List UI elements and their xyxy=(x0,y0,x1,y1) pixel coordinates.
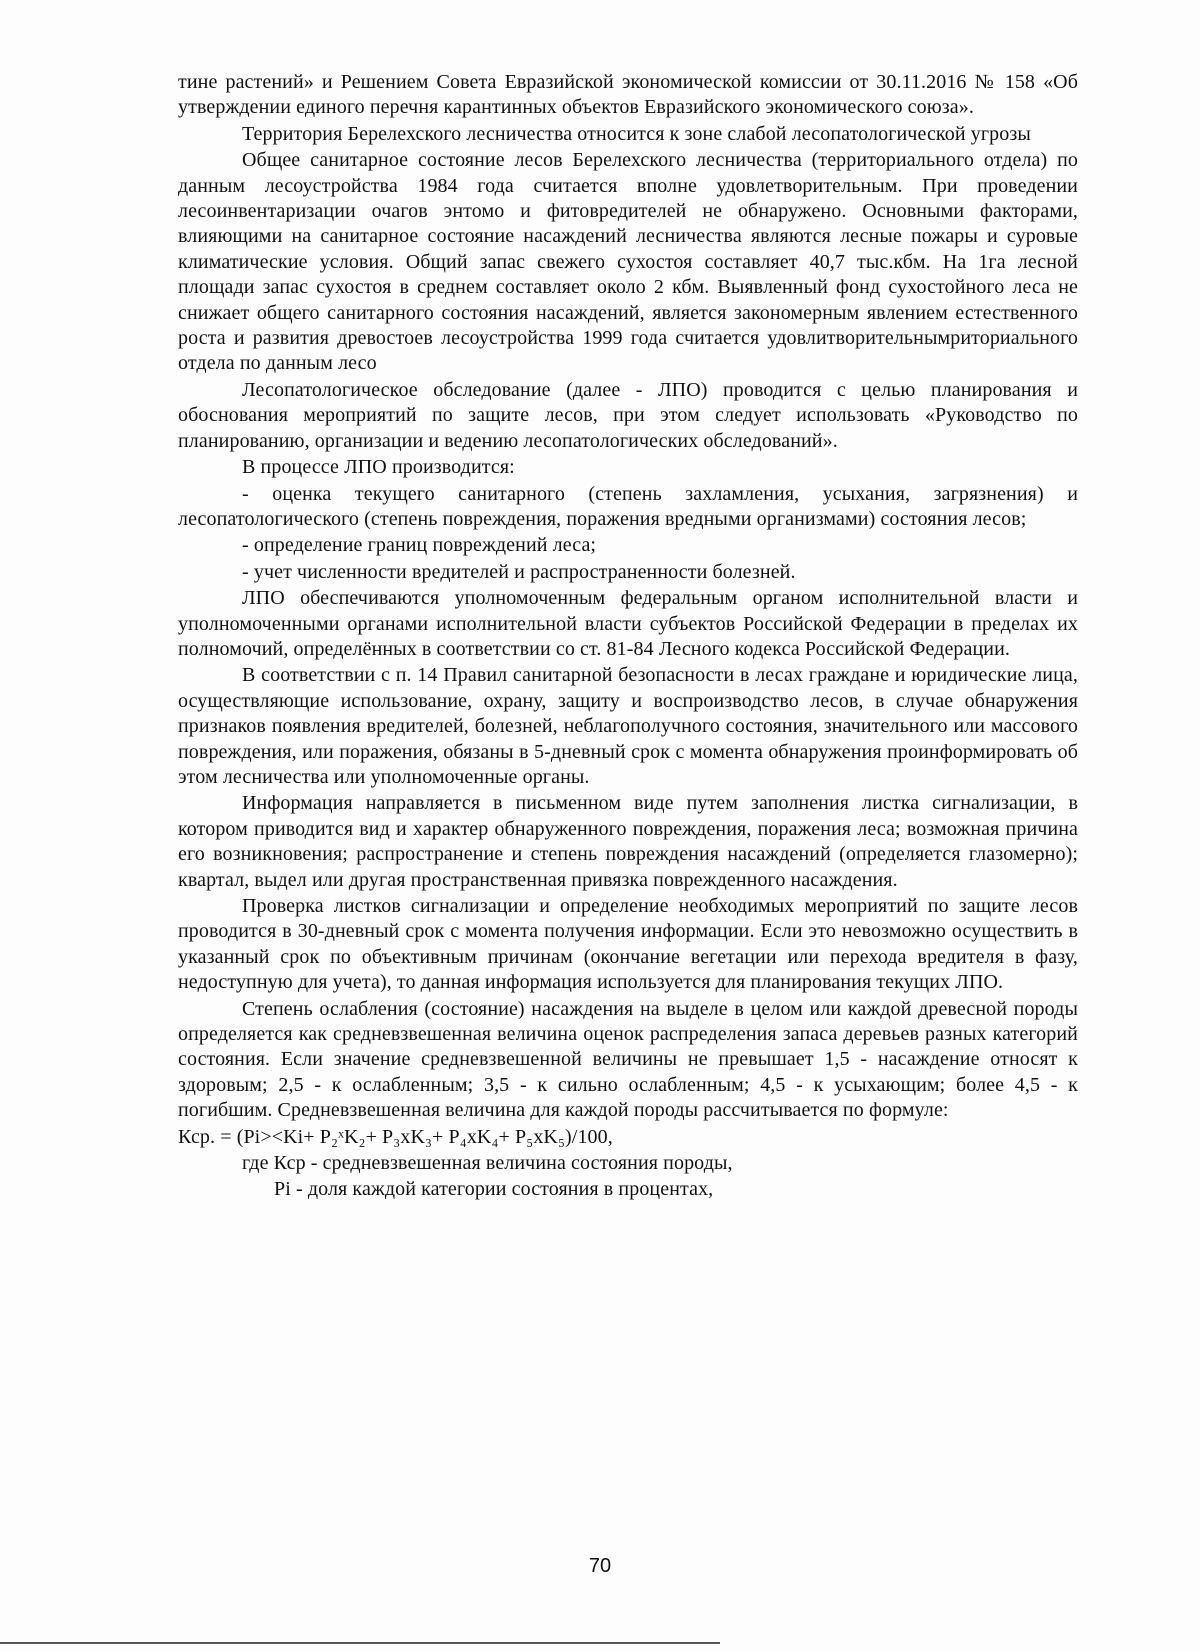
paragraph: Проверка листков сигнализации и определение необходимых мероприятий по защите лесов проводится в 30-дневный срок с момента получения информации. Если это невозможно осуществить в указанный срок по объективным причинам (окончание вегетации или перехода вредителя в фазу, недоступную для учета), то данная информация используется для планирования текущих ЛПО. xyxy=(178,895,1078,994)
paragraph: Степень ослабления (состояние) насаждения на выделе в целом или каждой древесной породы определяется как средневзвешенная величина оценок распределения запаса деревьев разных категорий состояния. Если значение средневзвешенной величины не превышает 1,5 - насаждение относят к здоровым; 2,5 - к ослабленным; 3,5 - к сильно ослабленным; 4,5 - к усыхающим; более 4,5 - к погибшим. Средневзвешенная величина для каждой породы рассчитывается по формуле: xyxy=(178,997,1078,1122)
paragraph: Информация направляется в письменном виде путем заполнения листка сигнализации, в котором приводится вид и характер обнаруженного повреждения, поражения леса; возможная причина его возникновения; распространение и степень повреждения насаждений (определяется глазомерно); квартал, выдел или другая пространственная привязка поврежденного насаждения. xyxy=(178,792,1078,891)
paragraph: тине растений» и Решением Совета Евразийской экономической комиссии от 30.11.2016 № 158 «Об утверждении единого перечня карантинных объектов Евразийского экономического союза». xyxy=(178,71,1078,119)
formula-note: Pi - доля каждой категории состояния в процентах, xyxy=(274,1178,714,1201)
bottom-rule xyxy=(0,1642,720,1644)
paragraph: Общее санитарное состояние лесов Берелехского лесничества (территориального отдела) по данным лесоустройства 1984 года считается вполне удовлетворительным. При проведении лесоинвентаризации очагов энтомо и фитовредителей не обнаружено. Основными факторами, влияющими на санитарное состояние насаждений лесничества являются лесные пожары и суровые климатические условия. Общий запас свежего сухостоя составляет 40,7 тыс.кбм. На 1га лесной площади запас сухостоя в среднем составляет около 2 кбм. Выявленный фонд сухостойного леса не снижает общего санитарного состояния насаждений, является закономерным явлением естественного роста и развития древостоев лесоустройства 1999 года считается удовлитворительнымриториального отдела по данным лесо xyxy=(178,149,1078,375)
document-body xyxy=(178,70,1078,1204)
list-item: - учет численности вредителей и распространенности болезней. xyxy=(242,560,796,583)
formula-note: где Кср - средневзвешенная величина состояния породы, xyxy=(242,1152,733,1175)
paragraph: В процессе ЛПО производится: xyxy=(242,456,515,479)
paragraph: В соответствии с п. 14 Правил санитарной безопасности в лесах граждане и юридические лица, осуществляющие использование, охрану, защиту и воспроизводство лесов, в случае обнаружения признаков появления вредителей, болезней, неблагополучного состояния, значительного или массового повреждения, или поражения, обязаны в 5-дневный срок с момента обнаружения проинформировать об этом лесничества или уполномоченные органы. xyxy=(178,664,1078,788)
list-item: - определение границ повреждений леса; xyxy=(242,534,597,557)
formula: Кср. = (Pi><Ki+ P₂ˣK₂+ P₃xK₃+ P₄xK₄+ P₅xK₅)/100, xyxy=(178,1125,613,1148)
paragraph: Лесопатологическое обследование (далее - ЛПО) проводится с целью планирования и обоснования мероприятий по защите лесов, при этом следует использовать «Руководство по планированию, организации и ведению лесопатологических обследований». xyxy=(178,378,1078,452)
page-number: 70 xyxy=(588,1555,612,1577)
paragraph: ЛПО обеспечиваются уполномоченным федеральным органом исполнительной власти и уполномоченными органами исполнительной власти субъектов Российской Федерации в пределах их полномочий, определённых в соответствии со ст. 81-84 Лесного кодекса Российской Федерации. xyxy=(178,587,1078,660)
list-item: - оценка текущего санитарного (степень захламления, усыхания, загрязнения) и лесопатологического (степень повреждения, поражения вредными организмами) состояния лесов; xyxy=(178,482,1078,530)
paragraph: Территория Берелехского лесничества относится к зоне слабой лесопатологической угрозы xyxy=(242,122,1031,145)
